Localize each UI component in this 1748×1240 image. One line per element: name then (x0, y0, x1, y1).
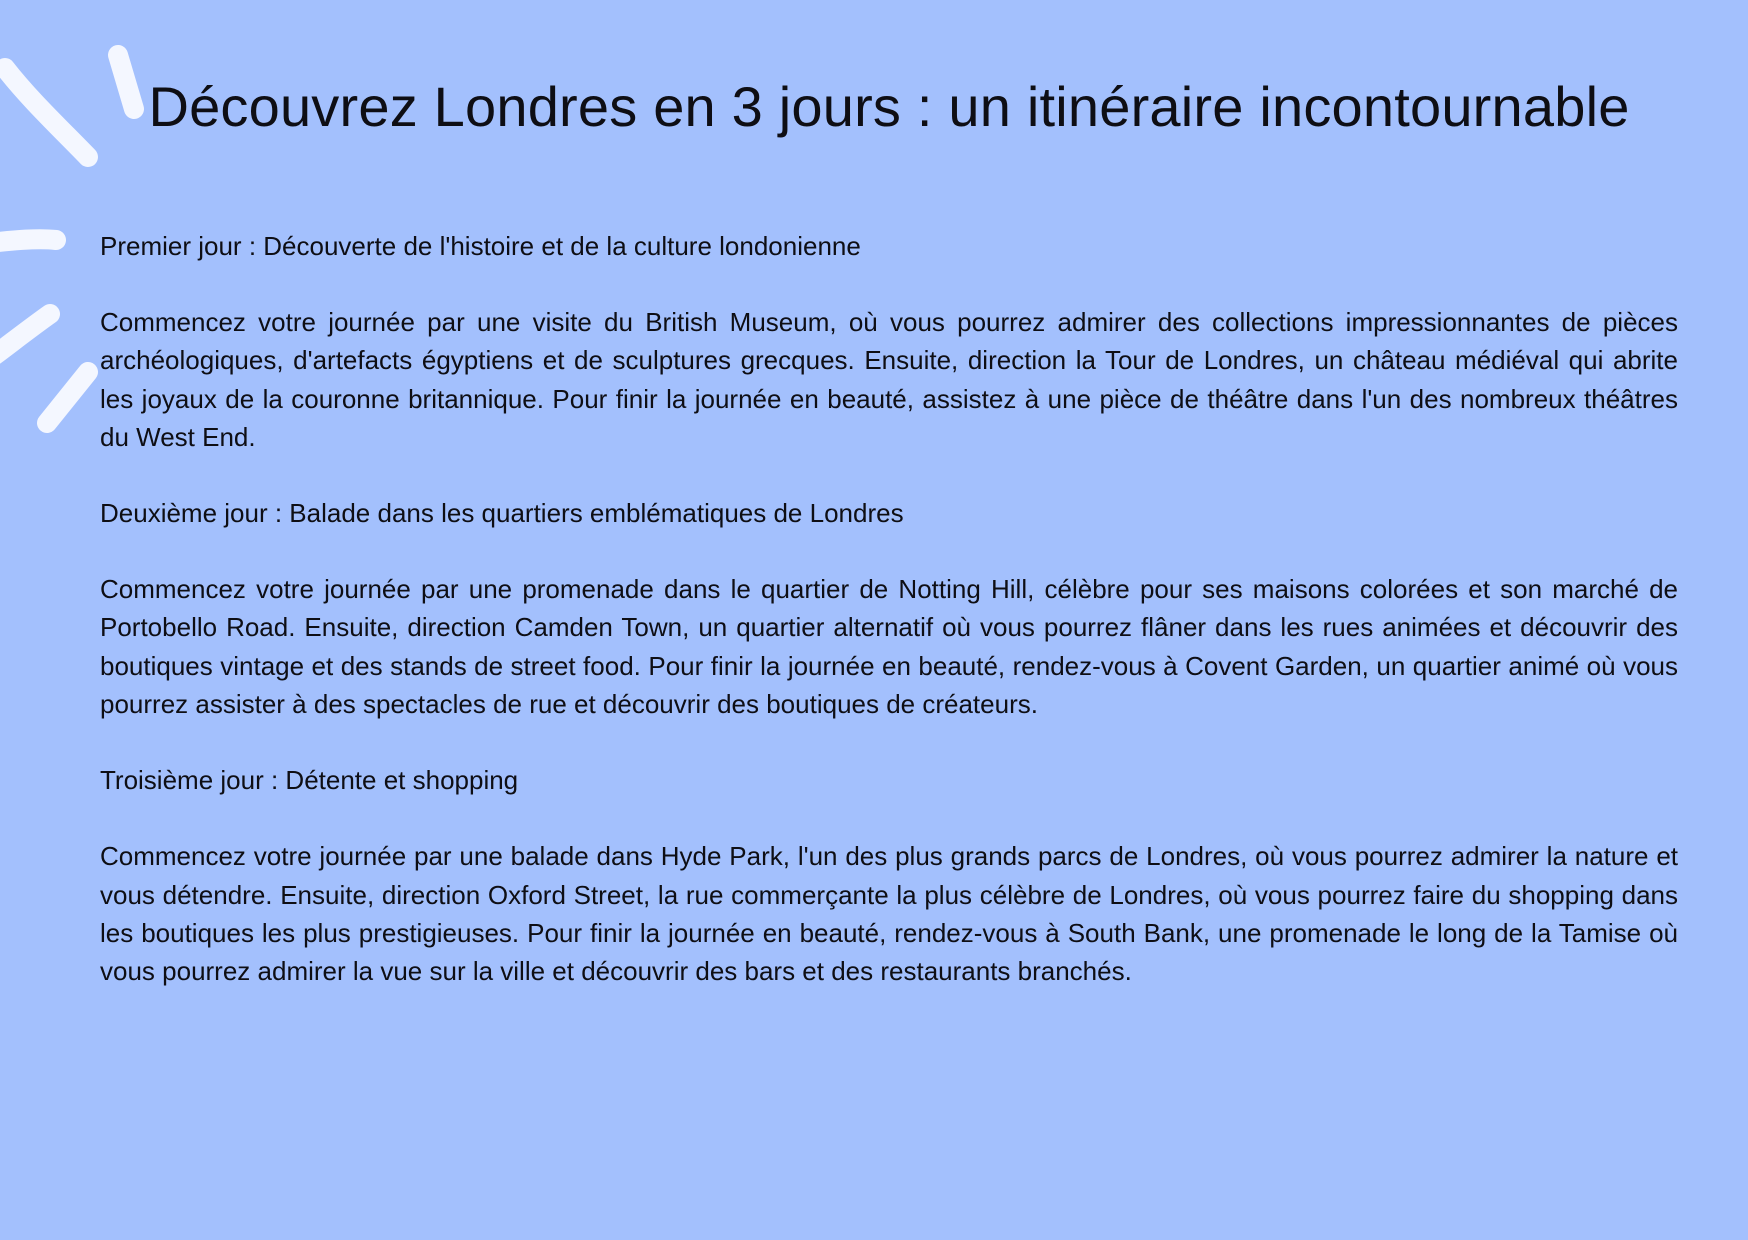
sun-ray (5, 68, 88, 157)
section-paragraph: Commencez votre journée par une visite du British Museum, où vous pourrez admirer des collections impressionnantes de pièces archéologiques, d'artefacts égyptiens et de sculptures grecques. Ensuite, direction la Tour de Londres, un château médiéval qui abrite les joyaux de la couronne britannique. Pour finir la journée en beauté, assistez à une pièce de théâtre dans l'un des nombreux théâtres du West End. (100, 307, 1678, 452)
section-day-1 (100, 227, 1678, 456)
sun-ray (0, 314, 50, 355)
section-paragraph: Commencez votre journée par une promenade dans le quartier de Notting Hill, célèbre pour ses maisons colorées et son marché de Portobello Road. Ensuite, direction Camden Town, un quartier alternatif où vous pourrez flâner dans les rues animées et découvrir des boutiques vintage et des stands de street food. Pour finir la journée en beauté, rendez-vous à Covent Garden, un quartier animé où vous pourrez assister à des spectacles de rue et découvrir des boutiques de créateurs. (100, 574, 1678, 720)
section-day-2 (100, 494, 1678, 723)
document-page (100, 66, 1678, 1029)
section-heading: Troisième jour : Détente et shopping (100, 765, 519, 796)
sun-ray (47, 372, 88, 423)
document-title: Découvrez Londres en 3 jours : un itinéraire incontournable (148, 75, 1630, 138)
section-heading: Premier jour : Découverte de l'histoire et de la culture londonienne (100, 231, 861, 261)
document-body (100, 227, 1678, 991)
section-heading: Deuxième jour : Balade dans les quartiers emblématiques de Londres (100, 498, 904, 529)
sun-ray (0, 239, 56, 243)
section-day-3 (100, 761, 1678, 990)
section-paragraph: Commencez votre journée par une balade dans Hyde Park, l'un des plus grands parcs de Londres, où vous pourrez admirer la nature et vous détendre. Ensuite, direction Oxford Street, la rue commerçante la plus célèbre de Londres, où vous pourrez faire du shopping dans les boutiques les plus prestigieuses. Pour finir la journée en beauté, rendez-vous à South Bank, une promenade le long de la Tamise où vous pourrez admirer la vue sur la ville et découvrir des bars et des restaurants branchés. (100, 841, 1678, 987)
